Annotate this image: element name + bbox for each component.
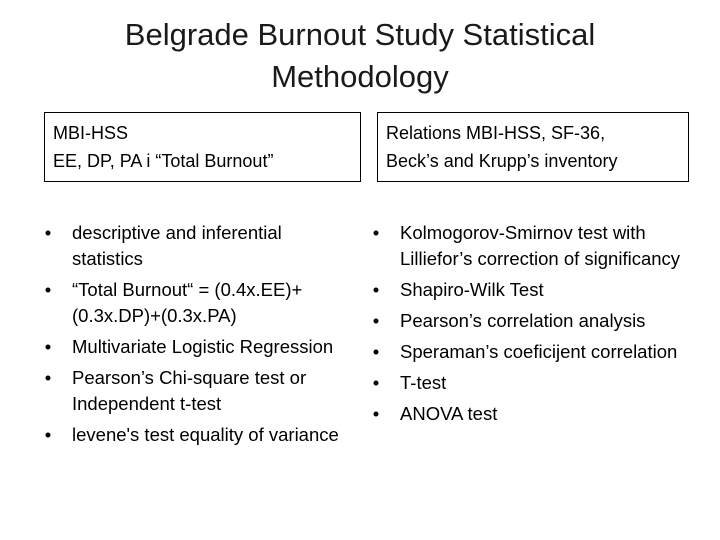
right-header-line-1: Relations MBI-HSS, SF-36, — [386, 123, 606, 143]
list-item — [366, 277, 686, 303]
list-item-text: “Total Burnout“ = (0.4x.EE)+(0.3x.DP)+(0.3x.PA) — [72, 279, 303, 326]
left-header-line-1: MBI-HSS — [53, 123, 129, 143]
left-header-box — [44, 112, 361, 182]
list-item-text: Multivariate Logistic Regression — [72, 336, 334, 357]
bullet-icon: • — [44, 279, 52, 300]
bullet-icon: • — [44, 336, 52, 357]
list-item — [38, 334, 356, 360]
list-item — [366, 220, 686, 272]
list-item-text: Shapiro-Wilk Test — [400, 279, 544, 300]
list-item — [366, 308, 686, 334]
list-item — [38, 365, 356, 417]
list-item — [366, 339, 686, 365]
list-item — [38, 422, 356, 448]
list-item-text: ANOVA test — [400, 403, 498, 424]
list-item — [38, 220, 356, 272]
list-item-text: Kolmogorov-Smirnov test with Lilliefor’s correction of significancy — [400, 222, 681, 269]
right-header-box — [377, 112, 689, 182]
bullet-icon: • — [372, 372, 380, 393]
list-item — [366, 401, 686, 427]
bullet-icon: • — [44, 367, 52, 388]
list-item-text: Pearson’s correlation analysis — [400, 310, 646, 331]
bullet-icon: • — [372, 279, 380, 300]
bullet-icon: • — [44, 424, 52, 445]
list-item-text: Pearson’s Chi-square test or Independent t-test — [72, 367, 307, 414]
list-item-text: T-test — [400, 372, 447, 393]
list-item-text: descriptive and inferential statistics — [72, 222, 282, 269]
right-bullet-list — [366, 220, 686, 432]
left-header-line-2: EE, DP, PA i “Total Burnout” — [53, 151, 274, 171]
list-item-text: levene's test equality of variance — [72, 424, 339, 445]
bullet-icon: • — [372, 341, 380, 362]
list-item-text: Speraman’s coeficijent correlation — [400, 341, 678, 362]
bullet-icon: • — [372, 403, 380, 424]
slide-title: Belgrade Burnout Study Statistical Methodology — [124, 17, 596, 94]
list-item — [38, 277, 356, 329]
left-bullet-list — [38, 220, 356, 453]
right-header-line-2: Beck’s and Krupp’s inventory — [386, 151, 618, 171]
bullet-icon: • — [44, 222, 52, 243]
bullet-icon: • — [372, 222, 380, 243]
bullet-icon: • — [372, 310, 380, 331]
list-item — [366, 370, 686, 396]
